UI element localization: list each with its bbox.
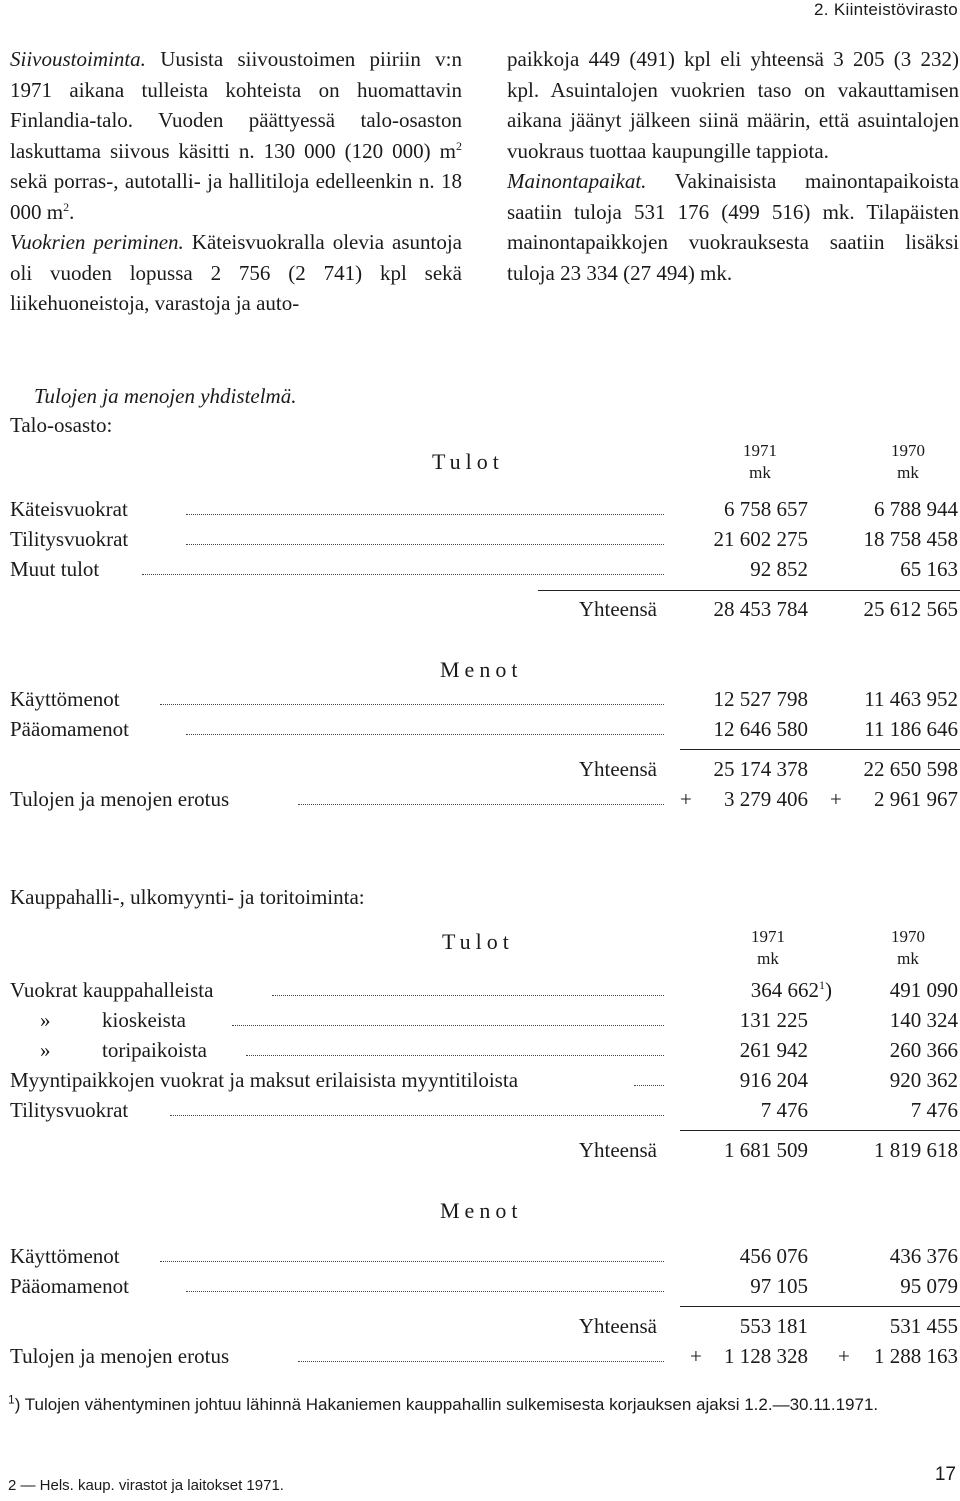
table2-year2-header xyxy=(858,926,958,970)
table-row xyxy=(10,557,960,587)
paragraph-text: . xyxy=(69,199,75,224)
footnote xyxy=(8,1393,958,1416)
value-1971: 92 852 xyxy=(750,557,808,581)
dot-leader xyxy=(160,704,664,705)
table2-year1-header xyxy=(718,926,818,970)
value-1971: 456 076 xyxy=(739,1244,808,1268)
value-1970: 7 476 xyxy=(910,1098,958,1122)
footnote-text: ) Tulojen vähentyminen johtuu lähinnä Hakaniemen kauppahallin sulkemisesta korjauksen ajaksi 1.2.—30.11.1971. xyxy=(14,1395,879,1414)
value-1970: 140 324 xyxy=(889,1008,958,1032)
row-label: Tilitysvuokrat xyxy=(10,527,129,551)
paragraph-vuokrien-periminen xyxy=(10,227,462,319)
total-label: Yhteensä xyxy=(578,1138,657,1162)
table-row xyxy=(10,717,960,747)
table-difference-row xyxy=(10,787,960,817)
ditto-mark: » xyxy=(40,1038,51,1062)
table-row xyxy=(10,497,960,527)
paragraph-text: Käteisvuokralla olevia asuntoja oli vuoden lopussa 2 756 (2 741) kpl sekä liikehuoneistoja, varastoja ja auto- xyxy=(10,230,462,315)
row-label: Käyttömenot xyxy=(10,1244,120,1268)
table-total-row xyxy=(10,597,960,627)
row-label: kioskeista xyxy=(102,1008,186,1032)
superscript: 2 xyxy=(456,138,462,153)
value-1970: 11 463 952 xyxy=(864,687,958,711)
table2-income-header: Tulot xyxy=(442,929,514,954)
table-total-row xyxy=(10,1138,960,1168)
sum-rule xyxy=(538,590,960,591)
value-1970: 491 090 xyxy=(889,978,958,1002)
dot-leader xyxy=(634,1085,664,1086)
row-label: Pääomamenot xyxy=(10,1274,129,1298)
paragraph-mainontapaikat xyxy=(507,166,959,288)
table-row xyxy=(10,1068,960,1098)
value-1970: 436 376 xyxy=(889,1244,958,1268)
value-1971: 261 942 xyxy=(739,1038,808,1062)
right-text-column xyxy=(507,44,959,288)
value-1971: 553 181 xyxy=(739,1314,808,1338)
dot-leader xyxy=(232,1025,664,1026)
value-1970: 95 079 xyxy=(900,1274,958,1298)
paragraph-text: Uusista siivoustoimen piiriin v:n 1971 aikana tulleista kohteista on huomattavin Finlandia-talo. Vuoden päättyessä talo-osaston laskuttama siivous käsitti n. 130 000 (120 000) m xyxy=(10,47,462,163)
footer-publication: 2 — Hels. kaup. virastot ja laitokset 1971. xyxy=(8,1477,284,1494)
value-1971: 25 174 378 xyxy=(713,757,808,781)
row-label: Vuokrat kauppahalleista xyxy=(10,978,214,1002)
value-1970: 18 758 458 xyxy=(863,527,958,551)
value-1971: 28 453 784 xyxy=(713,597,808,621)
year-label: 1971 xyxy=(751,927,785,946)
table-row xyxy=(10,978,960,1008)
dot-leader xyxy=(298,1361,664,1362)
total-label: Yhteensä xyxy=(578,757,657,781)
value-1970: 2 961 967 xyxy=(874,787,958,811)
dot-leader xyxy=(186,1291,664,1292)
dot-leader xyxy=(186,734,664,735)
value-1971: 1 681 509 xyxy=(724,1138,808,1162)
row-label: Käteisvuokrat xyxy=(10,497,128,521)
dot-leader xyxy=(272,995,664,996)
row-label: Myyntipaikkojen vuokrat ja maksut erilaisista myyntitiloista xyxy=(10,1068,519,1092)
value-1970: 22 650 598 xyxy=(863,757,958,781)
value-1971: 97 105 xyxy=(750,1274,808,1298)
left-text-column xyxy=(10,44,462,319)
dot-leader xyxy=(186,544,664,545)
paragraph-continued: paikkoja 449 (491) kpl eli yhteensä 3 205 (3 232) kpl. Asuintalojen vuokrien taso on vakauttamisen aikana jäänyt jälkeen siinä määrin, että asuintalojen vuokraus tuottaa kaupungille tappiota. xyxy=(507,47,959,163)
unit-label: mk xyxy=(897,949,919,968)
row-label: toripaikoista xyxy=(102,1038,207,1062)
table1-year2-header xyxy=(858,440,958,484)
row-label: Pääomamenot xyxy=(10,717,129,741)
paragraph-title: Mainontapaikat. xyxy=(507,169,647,193)
unit-label: mk xyxy=(897,463,919,482)
year-label: 1971 xyxy=(743,441,777,460)
table2-expense-header: Menot xyxy=(440,1198,523,1223)
value-1970: 1 819 618 xyxy=(874,1138,958,1162)
dot-leader xyxy=(170,1115,664,1116)
value-1971: 7 476 xyxy=(760,1098,808,1122)
dot-leader xyxy=(160,1261,664,1262)
unit-label: mk xyxy=(749,463,771,482)
value-1970: 260 366 xyxy=(889,1038,958,1062)
year-label: 1970 xyxy=(891,927,925,946)
table-row xyxy=(10,687,960,717)
sum-rule xyxy=(680,1130,960,1131)
table-total-row xyxy=(10,757,960,787)
paragraph-text: sekä porras-, autotalli- ja hallitiloja edelleenkin n. 18 000 m xyxy=(10,169,462,224)
row-label: Tulojen ja menojen erotus xyxy=(10,787,230,811)
table1-expense-header: Menot xyxy=(440,657,523,682)
value-1971: 1 128 328 xyxy=(724,1344,808,1368)
paragraph-siivoustoiminta xyxy=(10,44,462,227)
superscript: 2 xyxy=(63,199,70,214)
plus-sign: + xyxy=(830,787,842,811)
ditto-mark: » xyxy=(40,1008,51,1032)
value-1970: 25 612 565 xyxy=(863,597,958,621)
footnote-mark: 1 xyxy=(8,1392,15,1407)
value-1971: 12 646 580 xyxy=(713,717,808,741)
value-1971: 3 279 406 xyxy=(724,787,808,811)
plus-sign: + xyxy=(690,1344,702,1368)
value-1971: 131 225 xyxy=(739,1008,808,1032)
running-head: 2. Kiinteistövirasto xyxy=(814,0,958,19)
sum-rule xyxy=(680,1306,960,1307)
value-1970: 11 186 646 xyxy=(864,717,958,741)
dot-leader xyxy=(186,514,664,515)
value-1971: 916 204 xyxy=(739,1068,808,1092)
dot-leader xyxy=(142,574,664,575)
value-1970: 531 455 xyxy=(889,1314,958,1338)
footnote-ref: 1 xyxy=(819,978,825,992)
table-row xyxy=(10,1274,960,1304)
value-1971: 21 602 275 xyxy=(713,527,808,551)
table-row xyxy=(10,1008,960,1038)
paragraph-title: Vuokrien periminen. xyxy=(10,230,184,254)
value-1971 xyxy=(751,978,832,1003)
table-row xyxy=(10,527,960,557)
table2-caption: Kauppahalli-, ulkomyynti- ja toritoiminta: xyxy=(10,885,365,909)
table1-income-header: Tulot xyxy=(432,449,504,474)
table-difference-row xyxy=(10,1344,960,1374)
table-row xyxy=(10,1244,960,1274)
plus-sign: + xyxy=(838,1344,850,1368)
paragraph-text: Vakinaisista mainontapaikoista saatiin tuloja 531 176 (499 516) mk. Tilapäisten mainontapaikkojen vuokrauksesta saatiin lisäksi tuloja 23 334 (27 494) mk. xyxy=(507,169,959,285)
closing-paren: ) xyxy=(825,978,832,1002)
year-label: 1970 xyxy=(891,441,925,460)
value-1970: 6 788 944 xyxy=(874,497,958,521)
table-total-row xyxy=(10,1314,960,1344)
row-label: Muut tulot xyxy=(10,557,100,581)
row-label: Tulojen ja menojen erotus xyxy=(10,1344,230,1368)
table1-caption: Talo-osasto: xyxy=(10,413,113,437)
value-1970: 1 288 163 xyxy=(874,1344,958,1368)
table-row xyxy=(10,1098,960,1128)
dot-leader xyxy=(246,1055,664,1056)
total-label: Yhteensä xyxy=(578,1314,657,1338)
total-label: Yhteensä xyxy=(578,597,657,621)
plus-sign: + xyxy=(680,787,692,811)
paragraph-title: Siivoustoiminta. xyxy=(10,47,146,71)
value-1970: 920 362 xyxy=(889,1068,958,1092)
table1-year1-header xyxy=(710,440,810,484)
table-row xyxy=(10,1038,960,1068)
value-1970: 65 163 xyxy=(900,557,958,581)
value-1971: 6 758 657 xyxy=(724,497,808,521)
unit-label: mk xyxy=(757,949,779,968)
value-number: 364 662 xyxy=(750,978,819,1002)
value-1971: 12 527 798 xyxy=(713,687,808,711)
row-label: Tilitysvuokrat xyxy=(10,1098,129,1122)
row-label: Käyttömenot xyxy=(10,687,120,711)
sum-rule xyxy=(680,749,960,750)
table1-caption-italic: Tulojen ja menojen yhdistelmä. xyxy=(34,384,297,408)
page-number: 17 xyxy=(934,1464,956,1485)
dot-leader xyxy=(298,804,664,805)
